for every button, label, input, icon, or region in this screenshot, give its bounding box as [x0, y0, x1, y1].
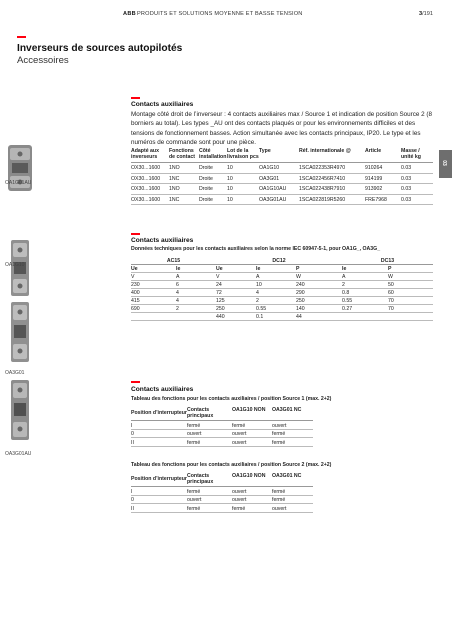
table-cell: 10	[227, 163, 259, 174]
table-header-row	[131, 472, 313, 487]
table-cell: OA1G10AU	[259, 184, 299, 195]
table-cell: 70	[388, 305, 433, 313]
column-header: OA1G10 NON	[232, 472, 272, 487]
table-cell: 0	[131, 429, 187, 438]
unit-cell: A	[342, 273, 388, 281]
product-image-oa1g10	[5, 238, 35, 298]
unit-cell: V	[216, 273, 256, 281]
table-cell: ouvert	[187, 495, 232, 504]
section-dash	[131, 97, 140, 99]
table-row	[131, 289, 433, 297]
table-cell: I	[131, 487, 187, 496]
image-label-oa3g01: OA3G01	[5, 370, 25, 376]
table-cell: 2	[342, 281, 388, 289]
table-row	[131, 297, 433, 305]
brand-logo: ABB	[123, 11, 137, 17]
table-cell	[176, 313, 216, 321]
table-cell: ouvert	[272, 504, 313, 513]
section2-title: Contacts auxiliaires	[131, 237, 194, 244]
table-cell: fermé	[232, 504, 272, 513]
table-cell: fermé	[272, 487, 313, 496]
function-table-source2	[131, 472, 313, 513]
chapter-tab-label: 03	[440, 160, 447, 166]
function-table-source1	[131, 406, 313, 447]
table-cell: II	[131, 504, 187, 513]
image-label-oa1g01au: OA1G01AU	[5, 180, 32, 186]
table-cell: 0.03	[401, 163, 433, 174]
function-table-2-title: Tableau des fonctions pour les contacts auxiliaires / position Source 2 (max. 2+2)	[131, 462, 332, 468]
unit-cell: A	[176, 273, 216, 281]
product-image-oa3g01au	[5, 378, 35, 442]
function-table-1-title: Tableau des fonctions pour les contacts auxiliaires / position Source 1 (max. 2+2)	[131, 396, 332, 402]
table-cell: ouvert	[187, 429, 232, 438]
table-cell: ouvert	[232, 487, 272, 496]
table-header-row	[131, 147, 433, 163]
table-cell	[342, 313, 388, 321]
column-name-row	[131, 265, 433, 273]
table-cell: 400	[131, 289, 176, 297]
table-cell: I	[131, 421, 187, 430]
table-cell: 10	[227, 173, 259, 184]
table-cell: OX30...1600	[131, 173, 169, 184]
table-cell: Droite	[199, 194, 227, 205]
column-header: P	[296, 265, 342, 273]
image-label-oa1g10: OA1G10	[5, 262, 25, 268]
table-row	[131, 495, 313, 504]
column-header: P	[388, 265, 433, 273]
table-cell: 0.55	[256, 305, 296, 313]
table-cell: Droite	[199, 173, 227, 184]
chapter-tab[interactable]	[439, 150, 452, 178]
table-cell: 440	[216, 313, 256, 321]
table-cell: ouvert	[232, 429, 272, 438]
table-cell: 913902	[365, 184, 401, 195]
table-cell: fermé	[187, 421, 232, 430]
table-row	[131, 487, 313, 496]
table-cell: ouvert	[272, 421, 313, 430]
table-cell: OA3G01AU	[259, 194, 299, 205]
table-cell: 44	[296, 313, 342, 321]
unit-cell: V	[131, 273, 176, 281]
table-cell: 250	[216, 305, 256, 313]
column-header: Type	[259, 147, 299, 163]
column-header: OA3G01 NC	[272, 406, 313, 421]
page-title: Inverseurs de sources autopilotés	[17, 43, 183, 54]
header-title: PRODUITS ET SOLUTIONS MOYENNE ET BASSE TENSION	[137, 11, 303, 17]
accent-dash	[17, 36, 26, 38]
column-header: Côté installation	[199, 147, 227, 163]
table-cell: 10	[227, 184, 259, 195]
table-cell: 250	[296, 297, 342, 305]
group-header-row	[131, 257, 433, 265]
table-cell: 2	[176, 305, 216, 313]
group-header-dc13: DC13	[342, 257, 433, 265]
table-cell: II	[131, 438, 187, 447]
column-header: Lot de la livraison pcs	[227, 147, 259, 163]
table-row	[131, 313, 433, 321]
table-cell: 0.03	[401, 194, 433, 205]
group-header-ac15: AC15	[131, 257, 216, 265]
table-cell: ouvert	[232, 495, 272, 504]
column-header: Ue	[131, 265, 176, 273]
unit-cell: W	[296, 273, 342, 281]
section-dash	[131, 233, 140, 235]
column-header: Ue	[216, 265, 256, 273]
table-cell: 1NO	[169, 163, 199, 174]
table-row	[131, 504, 313, 513]
table-cell: fermé	[187, 438, 232, 447]
unit-cell: A	[256, 273, 296, 281]
page-header	[0, 11, 452, 21]
table-cell: 0.27	[342, 305, 388, 313]
column-header: Contacts principaux	[187, 406, 232, 421]
table-cell: 1SCA022438R7910	[299, 184, 365, 195]
table-cell: fermé	[232, 421, 272, 430]
table-cell: 240	[296, 281, 342, 289]
section3-title: Contacts auxiliaires	[131, 386, 194, 393]
table-cell: 50	[388, 281, 433, 289]
table-cell: fermé	[187, 504, 232, 513]
column-header: Ie	[342, 265, 388, 273]
table-row	[131, 173, 433, 184]
table-cell: 1NC	[169, 173, 199, 184]
table-cell: 4	[176, 297, 216, 305]
page-number	[419, 11, 433, 17]
table-cell: 10	[256, 281, 296, 289]
product-image-oa3g01	[5, 300, 35, 364]
column-header: Fonctions de contact	[169, 147, 199, 163]
page-current: 3	[418, 11, 423, 17]
table-cell: 72	[216, 289, 256, 297]
table-cell: fermé	[272, 429, 313, 438]
table-cell: 24	[216, 281, 256, 289]
column-header: Contacts principaux	[187, 472, 232, 487]
table-cell: 140	[296, 305, 342, 313]
technical-data-table	[131, 257, 433, 321]
column-header: Masse / unité kg	[401, 147, 433, 163]
table-row	[131, 421, 313, 430]
table-cell: 910264	[365, 163, 401, 174]
table-cell: 1NC	[169, 194, 199, 205]
table-row	[131, 184, 433, 195]
table-cell: fermé	[187, 487, 232, 496]
table-cell: OA3G01	[259, 173, 299, 184]
column-header: Position d’interrupteur	[131, 406, 187, 421]
table-row	[131, 438, 313, 447]
table-cell: 1NO	[169, 184, 199, 195]
column-header: Ie	[176, 265, 216, 273]
table-cell: 290	[296, 289, 342, 297]
table-cell: 4	[176, 289, 216, 297]
section2-subtitle: Données techniques pour les contacts auxiliaires selon la norme IEC 60947-5-1, pour OA1G_, OA3G_	[131, 246, 381, 252]
table-cell: OX30...1600	[131, 163, 169, 174]
table-cell: OA1G10	[259, 163, 299, 174]
table-cell: fermé	[272, 495, 313, 504]
table-cell: 0.8	[342, 289, 388, 297]
section1-title: Contacts auxiliaires	[131, 101, 194, 108]
table-cell: 690	[131, 305, 176, 313]
unit-row	[131, 273, 433, 281]
table-cell: 0	[131, 495, 187, 504]
column-header: OA1G10 NON	[232, 406, 272, 421]
table-cell: OX30...1600	[131, 194, 169, 205]
table-cell: 1SCA022819R5260	[299, 194, 365, 205]
group-header-dc12: DC12	[216, 257, 342, 265]
table-row	[131, 429, 313, 438]
table-cell: 4	[256, 289, 296, 297]
table-cell: 70	[388, 297, 433, 305]
table-cell: 0.55	[342, 297, 388, 305]
column-header: Ie	[256, 265, 296, 273]
column-header: Position d’interrupteur	[131, 472, 187, 487]
column-header: OA3G01 NC	[272, 472, 313, 487]
page-subtitle: Accessoires	[17, 55, 69, 66]
table-row	[131, 194, 433, 205]
unit-cell: W	[388, 273, 433, 281]
table-cell: 2	[256, 297, 296, 305]
table-cell: 230	[131, 281, 176, 289]
table-cell: 1SCA022353R4970	[299, 163, 365, 174]
table-header-row	[131, 406, 313, 421]
table-cell: 0.1	[256, 313, 296, 321]
section1-description: Montage côté droit de l’inverseur : 4 contacts auxiliaires max / Source 1 et indication de position Source 2 (8 borniers au total). Les types _AU ont des contacts plaqués or pour les environnements difficiles et des tensions de fonctionnement basses. Action simultanée avec les contacts principaux, IP20. Le type et les numéros de commande sont pour une pièce.	[131, 111, 433, 147]
table-cell: 6	[176, 281, 216, 289]
section-dash	[131, 381, 140, 383]
table-cell: fermé	[272, 438, 313, 447]
table-cell: 60	[388, 289, 433, 297]
table-cell: OX30...1600	[131, 184, 169, 195]
table-cell: ouvert	[232, 438, 272, 447]
table-cell: 10	[227, 194, 259, 205]
column-header: Article	[365, 147, 401, 163]
table-cell: 0.03	[401, 184, 433, 195]
table-cell: 125	[216, 297, 256, 305]
table-cell: Droite	[199, 163, 227, 174]
table-cell: 1SCA022456R7410	[299, 173, 365, 184]
table-cell: FRE7968	[365, 194, 401, 205]
table-cell: Droite	[199, 184, 227, 195]
ordering-table	[131, 147, 433, 205]
table-row	[131, 163, 433, 174]
table-row	[131, 281, 433, 289]
column-header: Adapté aux inverseurs	[131, 147, 169, 163]
table-cell: 0.03	[401, 173, 433, 184]
image-label-oa3g01au: OA3G01AU	[5, 451, 32, 457]
column-header: Réf. internationale @	[299, 147, 365, 163]
table-cell	[388, 313, 433, 321]
page-total: /191	[422, 11, 433, 17]
table-cell: 914199	[365, 173, 401, 184]
table-cell: 415	[131, 297, 176, 305]
table-row	[131, 305, 433, 313]
table-cell	[131, 313, 176, 321]
